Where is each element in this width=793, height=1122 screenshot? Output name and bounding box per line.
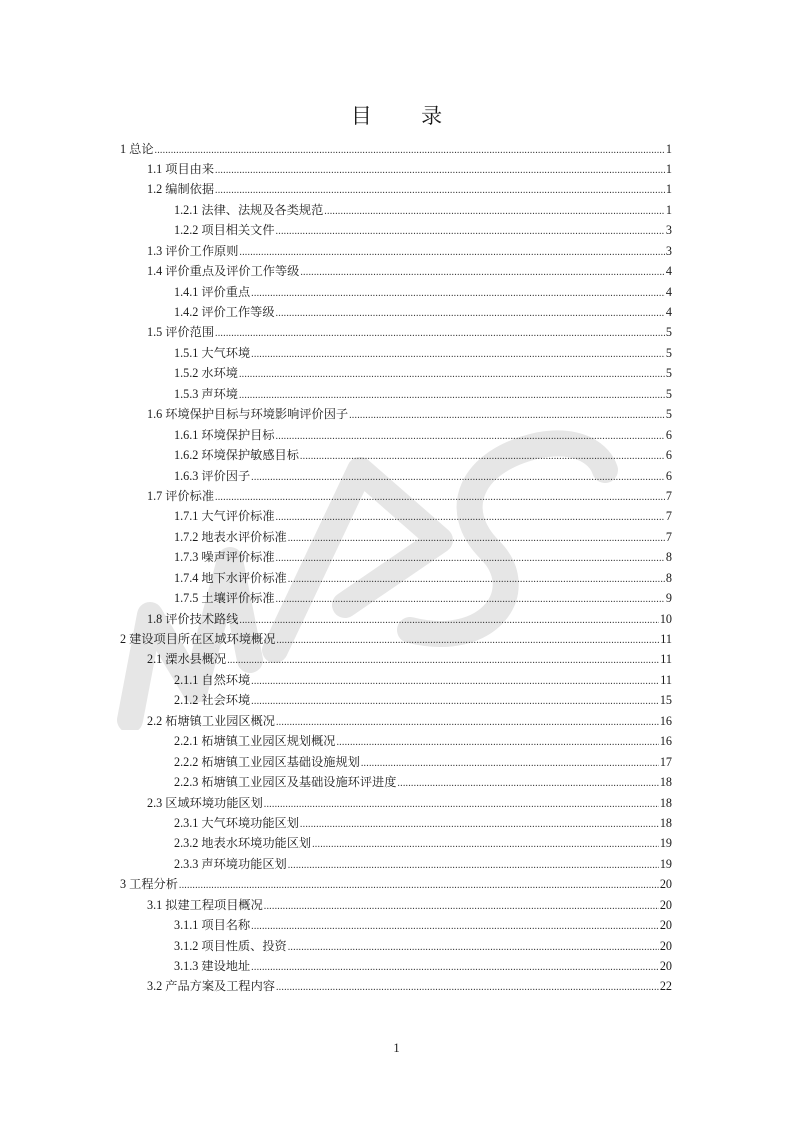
toc-entry-label[interactable]: 1.6.2 环境保护敏感目标 [174, 448, 299, 463]
dot-leader [276, 222, 665, 242]
toc-entry-label[interactable]: 1.6.3 评价因子 [174, 468, 251, 483]
toc-entry[interactable] [120, 752, 672, 772]
toc-entry[interactable] [120, 322, 672, 342]
dot-leader [288, 938, 659, 958]
toc-entry-label[interactable]: 1.8 评价技术路线 [147, 611, 239, 626]
table-of-contents [120, 139, 672, 997]
dot-leader [215, 488, 665, 508]
toc-entry[interactable] [120, 363, 672, 383]
toc-entry[interactable] [120, 690, 672, 710]
toc-entry-label[interactable]: 2.1.1 自然环境 [174, 672, 251, 687]
toc-entry[interactable] [120, 772, 672, 792]
toc-entry[interactable] [120, 486, 672, 506]
toc-entry-page[interactable]: 18 [659, 815, 672, 830]
toc-entry[interactable] [120, 261, 672, 281]
toc-entry[interactable] [120, 813, 672, 833]
toc-entry-page[interactable]: 20 [659, 877, 672, 892]
dot-leader [276, 978, 659, 998]
toc-entry-label[interactable]: 1.4 评价重点及评价工作等级 [147, 264, 300, 279]
toc-entry-label[interactable]: 3.2 产品方案及工程内容 [147, 979, 275, 994]
toc-entry-label[interactable]: 1.5.2 水环境 [174, 366, 238, 381]
toc-entry[interactable] [120, 302, 672, 322]
toc-entry-label[interactable]: 1.7.1 大气评价标准 [174, 509, 275, 524]
toc-entry-page[interactable]: 15 [659, 693, 672, 708]
toc-entry-label[interactable]: 1.7.3 噪声评价标准 [174, 550, 275, 565]
dot-leader [239, 611, 658, 631]
toc-entry[interactable] [120, 874, 672, 894]
toc-entry-page[interactable]: 20 [659, 938, 672, 953]
dot-leader [349, 406, 665, 426]
toc-entry-label[interactable]: 1.1 项目由来 [147, 161, 215, 176]
toc-entry[interactable] [120, 200, 672, 220]
dot-leader [276, 549, 665, 569]
toc-entry-label[interactable]: 1.7.5 土壤评价标准 [174, 591, 275, 606]
dot-leader [288, 570, 665, 590]
toc-entry-label[interactable]: 1.6.1 环境保护目标 [174, 427, 275, 442]
toc-entry-page[interactable]: 6 [665, 468, 672, 483]
toc-entry-page[interactable]: 22 [659, 979, 672, 994]
toc-entry-label[interactable]: 1.5.3 声环境 [174, 386, 238, 401]
toc-entry-page[interactable]: 9 [665, 591, 672, 606]
toc-entry-label[interactable]: 2.2.1 柘塘镇工业园区规划概况 [174, 734, 336, 749]
toc-entry[interactable] [120, 568, 672, 588]
dot-leader [179, 876, 659, 896]
toc-entry-page[interactable]: 6 [665, 427, 672, 442]
toc-entry-label[interactable]: 1.7.2 地表水评价标准 [174, 529, 287, 544]
toc-entry-label[interactable]: 2 建设项目所在区域环境概况 [120, 632, 276, 646]
toc-entry-label[interactable]: 3.1.1 项目名称 [174, 918, 251, 933]
dot-leader [288, 529, 665, 549]
toc-entry[interactable] [120, 793, 672, 813]
dot-leader [251, 345, 665, 365]
dot-leader [324, 202, 665, 222]
toc-entry[interactable] [120, 445, 672, 465]
toc-entry-page[interactable]: 5 [665, 366, 672, 381]
toc-entry-label[interactable]: 1.7.4 地下水评价标准 [174, 570, 287, 585]
toc-entry-page[interactable]: 3 [665, 223, 672, 238]
toc-entry-label[interactable]: 2.2.2 柘塘镇工业园区基础设施规划 [174, 754, 360, 769]
dot-leader [276, 590, 665, 610]
page-number: 1 [393, 1041, 400, 1055]
toc-entry-label[interactable]: 1.2 编制依据 [147, 182, 215, 197]
toc-entry-label[interactable]: 1.4.1 评价重点 [174, 284, 251, 299]
dot-leader [227, 651, 659, 671]
toc-entry-label[interactable]: 2.2 柘塘镇工业园区概况 [147, 713, 275, 728]
dot-leader [215, 161, 665, 181]
toc-entry[interactable] [120, 384, 672, 404]
toc-entry-page[interactable]: 7 [665, 529, 672, 544]
dot-leader [155, 141, 665, 161]
dot-leader [215, 181, 665, 201]
toc-entry-label[interactable]: 2.1.2 社会环境 [174, 693, 251, 708]
toc-entry-page[interactable]: 18 [659, 795, 672, 810]
dot-leader [361, 754, 659, 774]
toc-entry-label[interactable]: 3.1.3 建设地址 [174, 959, 251, 973]
toc-entry-label[interactable]: 1.5.1 大气环境 [174, 345, 251, 360]
dot-leader [239, 243, 665, 263]
dot-leader [336, 733, 658, 753]
toc-entry-label[interactable]: 1 总论 [120, 141, 154, 156]
toc-entry-page[interactable]: 5 [665, 345, 672, 360]
toc-entry-page[interactable]: 1 [665, 182, 672, 197]
toc-entry[interactable] [120, 609, 672, 629]
toc-entry[interactable] [120, 547, 672, 567]
toc-entry-page[interactable]: 5 [665, 325, 672, 340]
dot-leader [251, 692, 659, 712]
toc-entry[interactable] [120, 506, 672, 526]
toc-entry-page[interactable]: 1 [665, 202, 672, 217]
toc-entry[interactable] [120, 976, 672, 996]
toc-entry-page[interactable]: 18 [659, 775, 672, 790]
dot-leader [276, 713, 659, 733]
toc-entry[interactable] [120, 466, 672, 486]
toc-entry[interactable] [120, 670, 672, 690]
toc-entry[interactable] [120, 159, 672, 179]
toc-entry-page[interactable]: 17 [659, 754, 672, 769]
dot-leader [276, 631, 659, 651]
toc-entry-page[interactable]: 4 [665, 305, 672, 319]
dot-leader [251, 468, 665, 488]
dot-leader [251, 958, 659, 978]
toc-entry[interactable] [120, 220, 672, 240]
toc-entry-page[interactable]: 4 [665, 284, 672, 299]
dot-leader [312, 835, 659, 855]
toc-entry-page[interactable]: 10 [659, 611, 672, 626]
toc-entry[interactable] [120, 527, 672, 547]
dot-leader [276, 508, 665, 528]
dot-leader [300, 815, 659, 835]
toc-entry[interactable] [120, 711, 672, 731]
toc-entry-page[interactable]: 7 [665, 509, 672, 524]
toc-entry-label[interactable]: 2.2.3 柘塘镇工业园区及基础设施环评进度 [174, 775, 397, 790]
toc-entry-page[interactable]: 20 [659, 918, 672, 933]
toc-entry[interactable] [120, 936, 672, 956]
toc-entry[interactable] [120, 404, 672, 424]
page-title: 目 录 [350, 104, 465, 128]
toc-entry-label[interactable]: 2.3.1 大气环境功能区划 [174, 815, 299, 830]
toc-entry-page[interactable]: 11 [660, 672, 672, 687]
toc-entry-page[interactable]: 1 [665, 141, 672, 156]
toc-entry-page[interactable]: 1 [665, 161, 672, 176]
dot-leader [251, 284, 665, 304]
toc-entry-label[interactable]: 2.3.2 地表水环境功能区划 [174, 836, 312, 851]
toc-entry[interactable] [120, 833, 672, 853]
toc-entry-label[interactable]: 1.5 评价范围 [147, 325, 215, 340]
dot-leader [276, 304, 665, 324]
toc-entry-page[interactable]: 20 [659, 897, 672, 912]
toc-entry-page[interactable]: 19 [659, 856, 672, 871]
toc-entry[interactable] [120, 629, 672, 649]
dot-leader [300, 447, 665, 467]
dot-leader [397, 774, 658, 794]
toc-entry-page[interactable]: 7 [665, 488, 672, 503]
toc-entry-label[interactable]: 3 工程分析 [120, 877, 178, 892]
toc-entry-page[interactable]: 8 [665, 570, 672, 585]
dot-leader [264, 897, 659, 917]
toc-entry-label[interactable]: 1.2.2 项目相关文件 [174, 223, 275, 238]
toc-entry-page[interactable]: 11 [660, 632, 672, 646]
toc-entry[interactable] [120, 649, 672, 669]
dot-leader [276, 427, 665, 447]
toc-entry[interactable] [120, 179, 672, 199]
toc-entry-label[interactable]: 3.1.2 项目性质、投资 [174, 938, 287, 953]
toc-entry-page[interactable]: 19 [659, 836, 672, 851]
dot-leader [215, 324, 665, 344]
toc-entry-label[interactable]: 1.2.1 法律、法规及各类规范 [174, 202, 324, 217]
toc-entry[interactable] [120, 139, 672, 159]
dot-leader [239, 365, 665, 385]
dot-leader [288, 856, 659, 876]
toc-entry-page[interactable]: 16 [659, 713, 672, 728]
toc-entry-label[interactable]: 2.3 区域环境功能区划 [147, 795, 263, 810]
toc-entry[interactable] [120, 425, 672, 445]
toc-entry-label[interactable]: 1.6 环境保护目标与环境影响评价因子 [147, 407, 349, 422]
dot-leader [239, 386, 665, 406]
toc-entry[interactable] [120, 854, 672, 874]
dot-leader [264, 795, 659, 815]
toc-entry-label[interactable]: 2.1 溧水县概况 [147, 652, 227, 667]
toc-entry-page[interactable]: 16 [659, 734, 672, 749]
toc-entry-label[interactable]: 1.4.2 评价工作等级 [174, 305, 275, 319]
toc-entry-page[interactable]: 5 [665, 386, 672, 401]
toc-entry-page[interactable]: 11 [660, 652, 672, 667]
toc-entry-label[interactable]: 1.3 评价工作原则 [147, 243, 239, 258]
dot-leader [300, 263, 665, 283]
toc-entry[interactable] [120, 731, 672, 751]
dot-leader [251, 917, 659, 937]
toc-entry-page[interactable]: 4 [665, 264, 672, 279]
toc-entry[interactable] [120, 895, 672, 915]
dot-leader [251, 672, 659, 692]
toc-entry-label[interactable]: 1.7 评价标准 [147, 488, 215, 503]
toc-entry[interactable] [120, 282, 672, 302]
toc-entry-page[interactable]: 6 [665, 448, 672, 463]
toc-entry-page[interactable]: 3 [665, 243, 672, 258]
toc-entry-label[interactable]: 3.1 拟建工程项目概况 [147, 897, 263, 912]
toc-entry[interactable] [120, 241, 672, 261]
toc-entry-page[interactable]: 5 [665, 407, 672, 422]
toc-entry-page[interactable]: 20 [659, 959, 672, 973]
toc-entry[interactable] [120, 588, 672, 608]
toc-entry[interactable] [120, 915, 672, 935]
toc-entry-page[interactable]: 8 [665, 550, 672, 565]
toc-entry-label[interactable]: 2.3.3 声环境功能区划 [174, 856, 287, 871]
toc-entry[interactable] [120, 956, 672, 976]
toc-entry[interactable] [120, 343, 672, 363]
